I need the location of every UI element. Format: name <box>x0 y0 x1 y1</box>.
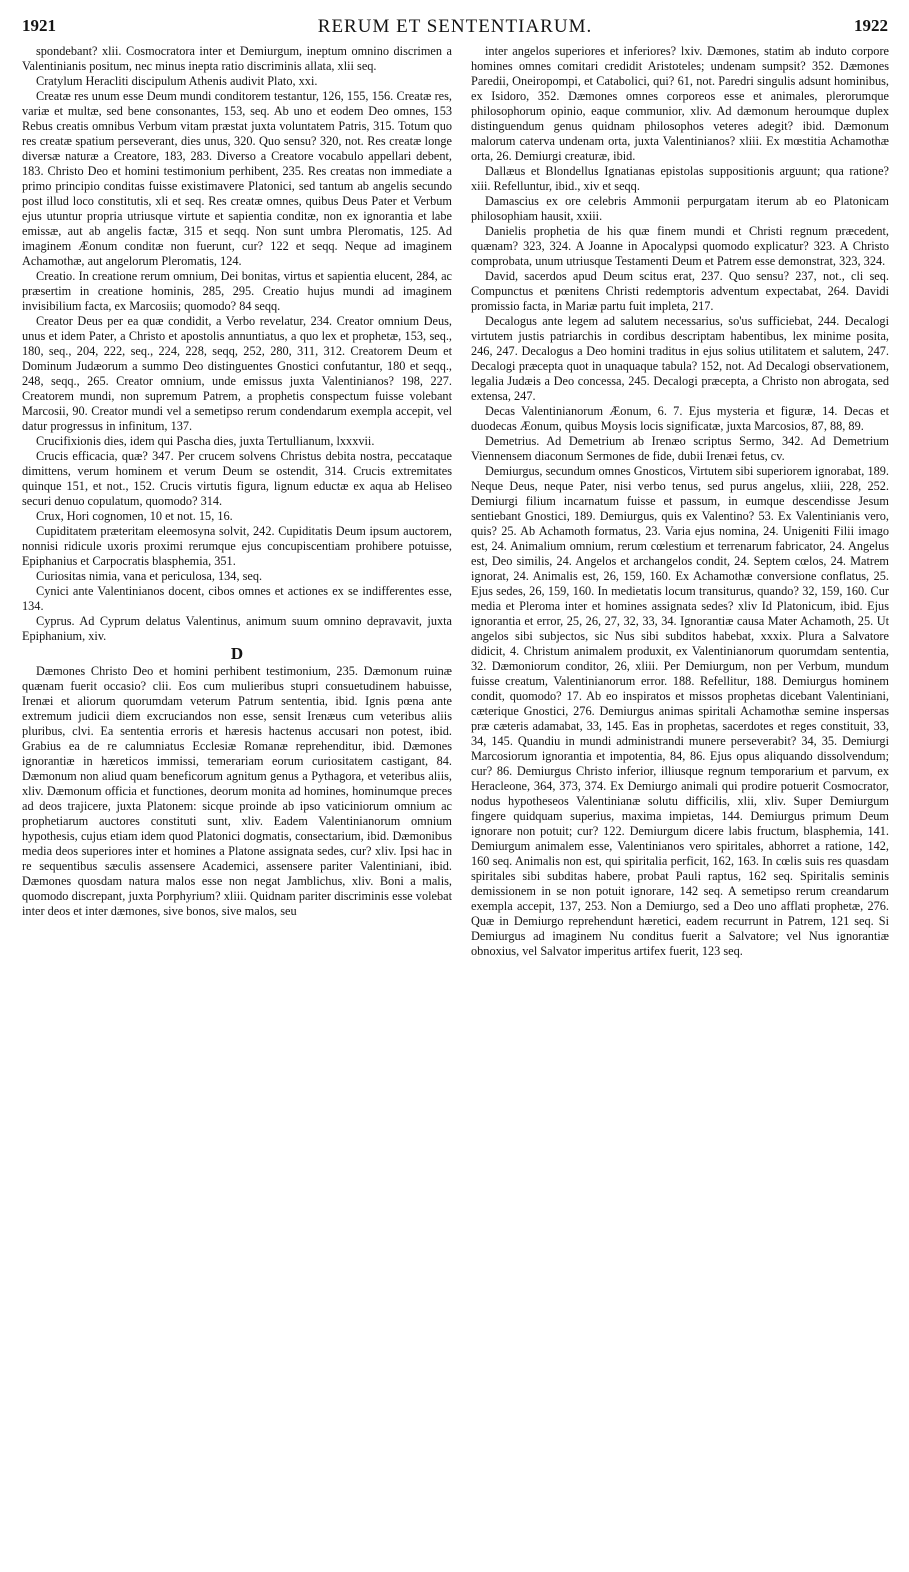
index-entry: spondebant? xlii. Cosmocratora inter et Demiurgum, ineptum omnino discrimen a Valentinianis positum, nec minus inepta ratio discriminis allata, xlii seq. <box>22 44 452 73</box>
index-entry: inter angelos superiores et inferiores? lxiv. Dæmones, statim ab induto corpore homines omnes comitari credidit Aristoteles; undenam sumpsit? 352. Dæmones Paredii, Oneiropompi, et Catabolici, qui? 61, not. Paredri singulis adsunt hominibus, ex Isidoro, 352. Dæmones omnes corporeos esse et animales, plerorumque philosophorum opinio, eaque communior, xliv. Ad dæmonum heroumque duplex distinguendum genus quidnam philosophos veteres adegit? ibid. Dæmonum malorum caterva undenam orta, juxta Valentinianos? xliii. Ex mœstitia Achamothæ orta, 26. Demiurgi creaturæ, ibid. <box>471 44 889 163</box>
index-entry: Cynici ante Valentinianos docent, cibos omnes et actiones ex se indifferentes esse, 134. <box>22 584 452 613</box>
section-letter-heading: D <box>230 644 244 663</box>
index-entry: Creator Deus per ea quæ condidit, a Verbo revelatur, 234. Creator omnium Deus, unus et idem Pater, a Christo et apostolis annuntiatus, a quo lex et prophetæ, 153, seq., 180, seq., 204, 222, seq., 224, 228, seqq, 252, 280, 311, 312. Creatorem Deum et Dominum Judæorum a summo Deo distinguentes Gnostici confutantur, 180 et seqq., 248, seqq., 265. Creator omnium, unde emissus juxta Valentinianos? 198, 227. Creatorem mundi, non supremum Patrem, a prophetis conspectum fuisse volebant Marcosii, 90. Creator mundi vel a semetipso rerum condendarum exempla accepit, vel datur progressus in infinitum, 137. <box>22 314 452 433</box>
index-entry: Crucis efficacia, quæ? 347. Per crucem solvens Christus debita nostra, peccataque dimittens, verum hominem et verum Deum se ostendit, 314. Crucis extremitates quinque 151, et not., 152. Crucis virtutis figura, lignum eductæ ex aqua ab Heliseo securi denuo copulatum, quomodo? 314. <box>22 449 452 508</box>
index-entry: Dæmones Christo Deo et homini perhibent testimonium, 235. Dæmonum ruinæ quænam fuerit occasio? clii. Eos cum mulieribus stupri consuetudinem habuisse, Irenæi et aliorum quorumdam veterum Patrum sententia, ibid. Ignis pœna ante extremum judicii diem excruciandos non esse, sensit Irenæus cum veteribus aliis pluribus, clvi. Ea sententia erroris et hæresis hactenus accusari non potest, ibid. Grabius ea de re calumniatus Ecclesiæ Romanæ reprehenditur, ibid. Dæmones ignorantiæ in hæreticos immissi, temerariam eorum curiositatem castigant, 84. Dæmonum non aliud quam beneficorum agnitum genus a Pythagora, et veteribus aliis, xliv. Dæmonum officia et functiones, deorum monita ad homines, hominumque preces ad deos trajicere, juxta Platonem: sicque proinde ab ipso vaticiniorum omnium ac prophetiarum auctores constituti sunt, xliv. Eadem Valentinianorum omnium hypothesis, cujus etiam idem quod Platonici dogmatis, consectarium, ibid. Dæmonibus media deos superiores inter et homines a Platone assignata sedes, cur? xliv. Ipsi hac in re sequentibus sæculis assensere Academici, assensere pariter Valentiniani, ibid. Dæmones quosdam natura malos esse non negat Jamblichus, xliv. Boni a malis, quomodo discrepant, juxta Porphyrium? xliii. Quidnam pariter discriminis esse volebat inter deos et inter dæmones, sive bonos, sive malos, seu <box>22 664 452 918</box>
page-number-right: 1922 <box>854 16 888 35</box>
page-number-left: 1921 <box>22 16 56 35</box>
index-entry: Creatæ res unum esse Deum mundi conditorem testantur, 126, 155, 156. Creatæ res, variæ et multæ, sed bene consonantes, 153, seq. Ab uno et eodem Deo omnes, 153 Rebus creatis omnibus Verbum vitam præstat juxta voluntatem Patris, 315. Totum quo res creatæ spatium perseverant, dies unus, 320. Quo sensu? 320, not. Res creatæ longe diversæ naturæ a Creatore, 183, 283. Diverso a Creatore vocabulo appellari debent, 183. Christo Deo et homini testimonium perhibent, 235. Res creatas non immediate a primo principio conditas fuisse existimavere Platonici, sed tantum ab angelis secundo post illud loco constitutis, xli et seq. Res creatæ omnes, quibus Deus Pater et Verbum ejus utuntur propria utriusque virtute et sapientia conditæ, non ex ignorantia et labe emissæ, aut ab angelis factæ, 315 et seqq. Non sunt umbra Pleromatis, 125. Ad imaginem Æonum conditæ non fuerunt, cur? 122 et seqq. Neque ad imaginem Achamothæ, aut angelorum Pleromatis, 124. <box>22 89 452 268</box>
index-entry: David, sacerdos apud Deum scitus erat, 237. Quo sensu? 237, not., cli seq. Compunctus et pœnitens Christi redemptoris adventum expectabat, 264. Davidi promissio facta, in Mariæ partu fuit impleta, 217. <box>471 269 889 313</box>
index-entry: Creatio. In creatione rerum omnium, Dei bonitas, virtus et sapientia elucent, 284, ac præsertim in creatione hominis, 285, 295. Creatio hujus mundi ad imaginem invisibilium facta, ex Marcosiis; quomodo? 84 seqq. <box>22 269 452 313</box>
index-entry: Curiositas nimia, vana et periculosa, 134, seq. <box>36 569 263 583</box>
index-entry: Cyprus. Ad Cyprum delatus Valentinus, animum suum omnino depravavit, juxta Epiphanium, xiv. <box>22 614 452 643</box>
index-entry: Decas Valentinianorum Æonum, 6. 7. Ejus mysteria et figuræ, 14. Decas et duodecas Æonum, quibus Moysis locis significatæ, juxta Marcosios, 87, 88, 89. <box>471 404 889 433</box>
index-entry: Dallæus et Blondellus Ignatianas epistolas suppositionis arguunt; qua ratione? xiii. Refelluntur, ibid., xiv et seqq. <box>471 164 889 193</box>
index-entry: Crucifixionis dies, idem qui Pascha dies, juxta Tertullianum, lxxxvii. <box>36 434 375 448</box>
page-header <box>22 16 888 42</box>
index-entry: Danielis prophetia de his quæ finem mundi et Christi regnum præcedent, quænam? 323, 324. A Joanne in Apocalypsi quomodo explicatur? 323. A Christo comprobata, unum utriusque Testamenti Deum et Patrem esse demonstrat, 323, 324. <box>471 224 889 268</box>
index-entry: Demiurgus, secundum omnes Gnosticos, Virtutem sibi superiorem ignorabat, 189. Neque Deus, neque Pater, nisi verbo tenus, sed purus angelus, xliii, 228, 252. Demiurgi filium incarnatum fuisse et passum, in eumque descendisse Jesum sentiebant Gnostici, 189. Demiurgus, quis ex Valentino? 53. Ex Valentinianis vero, quis? 25. Ab Achamoth formatus, 23. Varia ejus nomina, 24. Unigeniti Filii imago est, 24. Animalium omnium, rerum cœlestium et terrenarum fabricator, 24. Angelus est, Deo similis, 24. Angelos et archangelos condit, 24. Septem cœlos, 24. Matrem ignorat, 24. Animalis est, 26, 159, 160. Ex Achamothæ conversione conflatus, 25. Ejus sedes, 26, 159, 160. In medietatis locum transiturus, quando? 32, 159, 160. Cur media et Pleroma inter et homines assignata sedes? xliv Id Platonicum, ibid. Ejus ignorantia et error, 25, 26, 27, 32, 33, 34. Ignorantiæ causa Mater Achamoth, 25. Ut angelos sibi subjectos, sic Nus sibi subditos habebat, xxxix. Plura a Salvatore didicit, 4. Christum animalem produxit, ex Valentinianorum quorumdam sententia, 32. Dæmoniorum conditor, 26, xliii. Per Demiurgum, non per Verbum, mundum fuisse creatum, Valentinianorum error. 188. Refellitur, 188. Demiurgus hominem condit, quomodo? 17. Ab eo inspiratos et missos prophetas dicebant Valentiniani, cæterique Gnostici, 276. Demiurgus animas spiritali Achamothæ semine inspersas præ cæteris adamabat, 33, 145. Eas in prophetas, sacerdotes et reges constituit, 33, 34, 145. Quandiu in mundi administrandi munere perseverabit? 34, 35. Demiurgi Marcosiorum ignorantia et impotentia, 84, 86. Ejus opus aliquando dissolvendum; cur? 86. Demiurgus Christo inferior, illiusque regnum temporarium et parvum, ex Heracleone, 364, 373, 374. Ex Demiurgo animali qui prodire potuerit Cosmocrator, nodus hypotheseos Valentinianæ solutu difficilis, xlii, xliv. Super Demiurgum fingere quidquam superius, maxima impietas, 144. Demiurgus primum Deum ignorare non potuit; cur? 122. Demiurgum dicere labis fructum, blasphemia, 141. Demiurgum animalem esse, Valentinianos vero spiritales, abhorret a ratione, 142, 160 seq. Animalis non est, qui spiritalia perficit, 162, 163. In cœlis suis res quasdam spiritales sibi subditas habere, probat Pauli raptus, 162 seq. Spiritalis seminis demissionem in se non potuit ignorare, 142 seq. A semetipso rerum creandarum exempla accepit, 137, 253. Non a Demiurgo, sed a Deo uno afflati prophetæ, 276. Quæ in Demiurgo reprehendunt hæretici, eadem recurrunt in Patrem, 121 seq. Si Demiurgus ad imaginem Nu conditus fuerit a Salvatore; vel Nus ignorantiæ obnoxius, vel Salvator imperitus artifex fuerit, 123 seq. <box>471 464 889 958</box>
index-entry: Decalogus ante legem ad salutem necessarius, so'us sufficiebat, 244. Decalogi virtutem justis patriarchis in cordibus descriptam habentibus, lex minime posita, 246, 247. Decalogus a Deo homini traditus in ejus solius utilitatem et salutem, 247. Decalogi præcepta quot in unaquaque tabula? 152, not. Ad Decalogi observationem, legalia Judæis a Deo concessa, 245. Decalogi præcepta, a Christo non abrogata, sed extensa, 247. <box>471 314 889 403</box>
right-column <box>471 44 889 959</box>
index-entry: Demetrius. Ad Demetrium ab Irenæo scriptus Sermo, 342. Ad Demetrium Viennensem diaconum Sermones de fide, dubii Irenæi fetus, cv. <box>471 434 889 463</box>
index-entry: Crux, Hori cognomen, 10 et not. 15, 16. <box>36 509 233 523</box>
running-title: RERUM ET SENTENTIARUM. <box>317 16 593 37</box>
index-entry: Cratylum Heracliti discipulum Athenis audivit Plato, xxi. <box>36 74 318 88</box>
left-column <box>22 44 452 919</box>
index-entry: Cupiditatem præteritam eleemosyna solvit, 242. Cupiditatis Deum ipsum auctorem, nonnisi ridicule uxoris proximi rerumque ejus concupiscentiam prohibere potuisse, Epiphanius et Carpocratis blasphemia, 351. <box>22 524 452 568</box>
index-entry: Damascius ex ore celebris Ammonii perpurgatam iterum ab eo Platonicam philosophiam hausit, xxiii. <box>471 194 889 223</box>
